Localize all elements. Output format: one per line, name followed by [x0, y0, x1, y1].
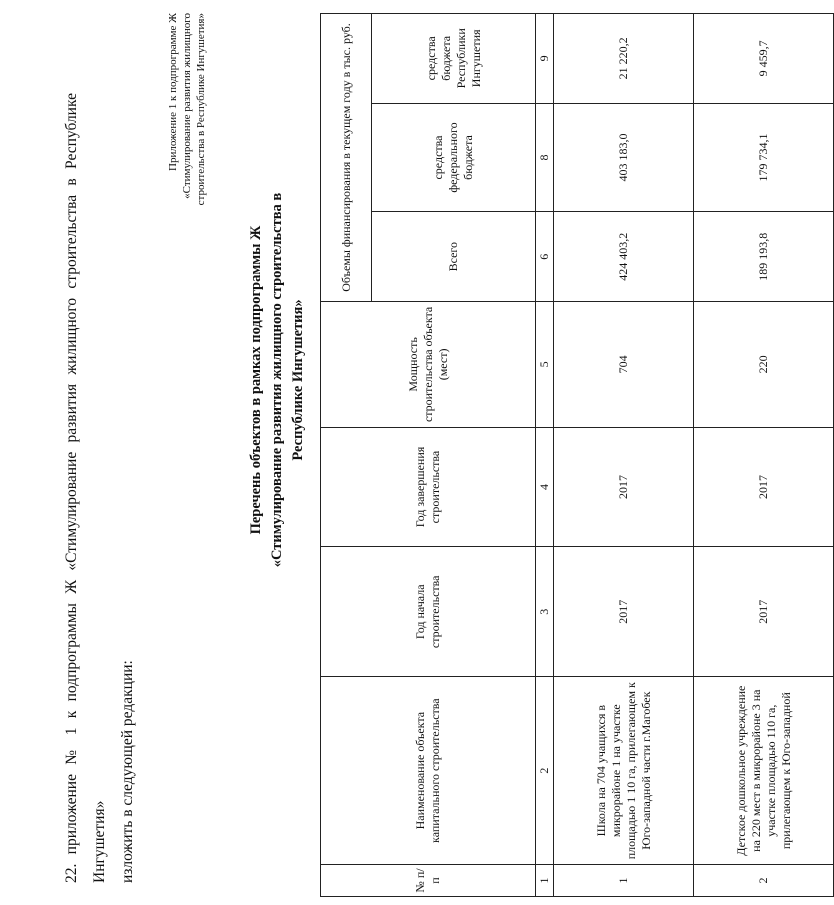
col-number: 4 [536, 427, 554, 546]
heading-line-3: Республике Ингушетия» [290, 299, 306, 461]
row-name: Школа на 704 учащихся в микрорайоне 1 на участке площадью 1 10 га, прилегающем к Юго-западной части г.Магобек [554, 677, 694, 865]
row-start: 2017 [554, 547, 694, 677]
header-total: Всего [372, 212, 536, 302]
intro-text [58, 93, 142, 883]
document-heading [246, 155, 309, 605]
appendix-line-2: «Стимулирование развития жилищного [181, 13, 193, 199]
row-regional: 9 459,7 [694, 14, 834, 104]
intro-line-1: 22. приложение № 1 к подпрограммы Ж «Стимулирование развития жилищного строительства в Республике Ингушетия» [63, 93, 108, 883]
table-row [554, 14, 694, 897]
col-number: 8 [536, 103, 554, 212]
appendix-line-3: строительства в Республике Ингушетия» [195, 13, 207, 206]
col-number: 9 [536, 14, 554, 104]
header-regional: средства бюджета Республики Ингушетия [372, 14, 536, 104]
row-start: 2017 [694, 547, 834, 677]
row-federal: 179 734,1 [694, 103, 834, 212]
row-total: 424 403,2 [554, 212, 694, 302]
objects-table [320, 13, 834, 897]
appendix-note [166, 13, 208, 233]
col-number: 5 [536, 301, 554, 427]
row-end: 2017 [554, 427, 694, 546]
row-num: 1 [554, 865, 694, 897]
col-number: 3 [536, 547, 554, 677]
header-capacity: Мощность строительства объекта (мест) [321, 301, 536, 427]
table-header-row-1 [321, 14, 372, 897]
heading-line-2: «Стимулирование развития жилищного строительства в [269, 192, 285, 568]
table-row [694, 14, 834, 897]
heading-line-1: Перечень объектов в рамках подпрограммы Ж [248, 225, 264, 535]
header-num: № п/п [321, 865, 536, 897]
col-number: 2 [536, 677, 554, 865]
row-total: 189 193,8 [694, 212, 834, 302]
row-name: Детское дошкольное учреждение на 220 мест в микрорайоне 3 на участке площадью 110 га, прилегающем к Юго-западной [694, 677, 834, 865]
row-regional: 21 220,2 [554, 14, 694, 104]
row-end: 2017 [694, 427, 834, 546]
intro-line-2: изложить в следующей редакции: [119, 660, 136, 883]
appendix-line-1: Приложение 1 к подпрограмме Ж [167, 13, 179, 171]
header-name: Наименование объекта капитального строительства [321, 677, 536, 865]
row-capacity: 220 [694, 301, 834, 427]
header-funding: Объемы финансирования в текущем году в тыс. руб. [321, 14, 372, 302]
header-end: Год завершения строительства [321, 427, 536, 546]
col-number: 1 [536, 865, 554, 897]
header-start: Год начала строительства [321, 547, 536, 677]
header-federal: средства федерального бюджета [372, 103, 536, 212]
column-number-row [536, 14, 554, 897]
row-capacity: 704 [554, 301, 694, 427]
col-number: 6 [536, 212, 554, 302]
row-num: 2 [694, 865, 834, 897]
row-federal: 403 183,0 [554, 103, 694, 212]
